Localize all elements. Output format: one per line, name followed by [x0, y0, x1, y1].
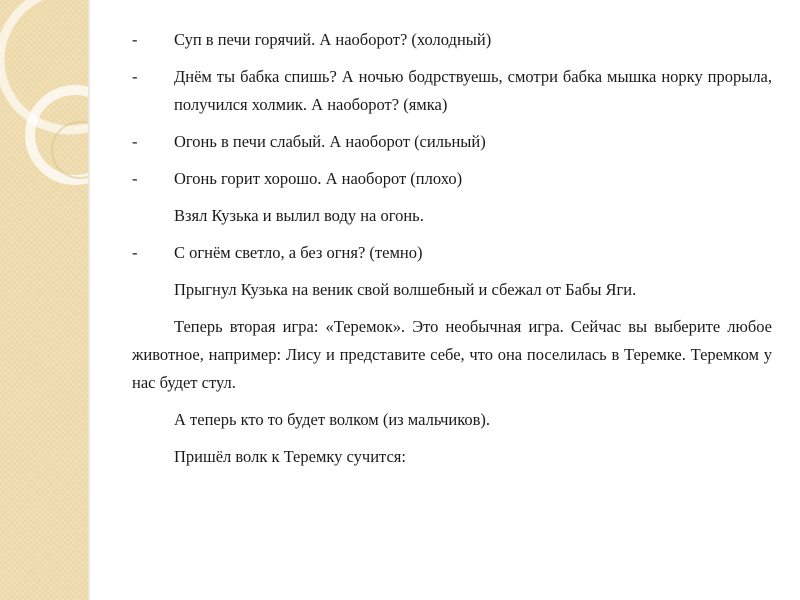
sidebar-edge-shadow [88, 0, 91, 600]
bullet-text: Суп в печи горячий. А наоборот? (холодный) [174, 30, 492, 49]
decorative-rings [0, 0, 88, 600]
bullet-text: Днём ты бабка спишь? А ночью бодрствуешь, смотри бабка мышка норку прорыла, получился холмик. А наоборот? (ямка) [174, 67, 772, 114]
paragraph: Теперь вторая игра: «Теремок». Это необычная игра. Сейчас вы выберите любое животное, например: Лису и представите себе, что она поселилась в Теремке. Теремком у нас будет стул. [132, 317, 772, 392]
bullet-text: Огонь в печи слабый. А наоборот (сильный) [174, 132, 486, 151]
plain-line [132, 202, 772, 230]
ring-large [0, 0, 88, 130]
paragraph: А теперь кто то будет волком (из мальчиков). [174, 410, 491, 429]
bullet-text: С огнём светло, а без огня? (темно) [174, 243, 423, 262]
bullet-marker: - [132, 67, 138, 86]
decorative-sidebar [0, 0, 88, 600]
bullet-item [132, 239, 772, 267]
bullet-marker: - [132, 132, 138, 151]
paragraph: Пришёл волк к Теремку сучится: [174, 447, 406, 466]
bullet-item [132, 165, 772, 193]
bullet-item [132, 128, 772, 156]
bullet-marker: - [132, 169, 138, 188]
bullet-marker: - [132, 243, 138, 262]
bullet-marker: - [132, 30, 138, 49]
bullet-item [132, 63, 772, 119]
bullet-item [132, 26, 772, 54]
paragraph: Прыгнул Кузька на веник свой волшебный и сбежал от Бабы Яги. [174, 280, 637, 299]
ring-medium [30, 90, 88, 180]
bullet-text: Огонь горит хорошо. А наоборот (плохо) [174, 169, 463, 188]
plain-text: Взял Кузька и вылил воду на огонь. [174, 206, 424, 225]
slide-content [132, 26, 772, 480]
